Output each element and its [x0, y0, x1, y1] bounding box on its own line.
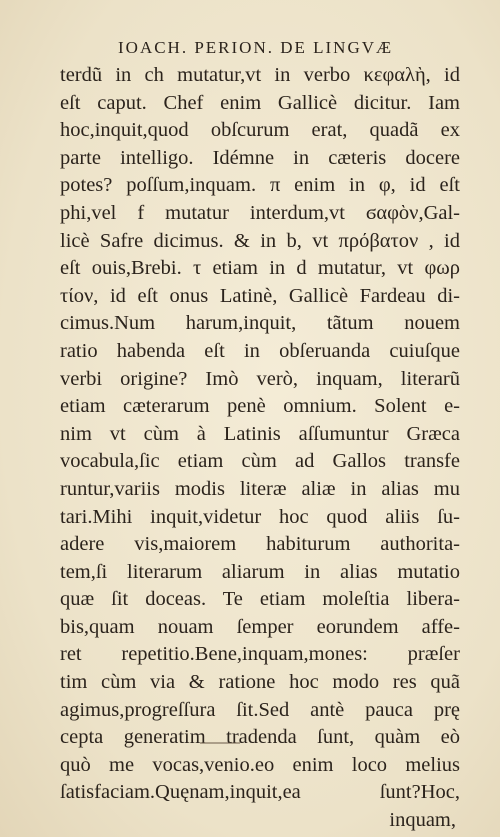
- text-line: nim vt cùm à Latinis aſſumuntur Græca: [60, 422, 460, 445]
- text-line: quæ ſit doceas. Te etiam moleſtia libera-: [60, 588, 460, 611]
- text-line: cimus.Num harum,inquit, tãtum nouem: [60, 312, 460, 335]
- text-line: tem,ſi literarum aliarum in alias mutatio: [60, 560, 460, 583]
- text-line: potes? poſſum,inquam. π enim in φ, id eſt: [60, 174, 460, 197]
- text-line: ret repetitio.Bene,inquam,mones: præſer: [60, 643, 460, 666]
- text-line: tim cùm via & ratione hoc modo res quã: [60, 671, 460, 694]
- text-line: cepta generatim tradenda ſunt, quàm eò: [60, 726, 460, 749]
- catchword: inquam,: [389, 809, 456, 832]
- text-line: terdũ in ch mutatur,vt in verbo κεφαλὴ, id: [60, 64, 460, 86]
- text-line: parte intelligo. Idémne in cæteris docere: [60, 146, 460, 169]
- text-line: verbi origine? Imò verò, inquam, literarũ: [60, 367, 460, 390]
- text-line: eſt ouis,Brebi. τ etiam in d mutatur, vt φωρ: [60, 257, 460, 280]
- signature-mark: [200, 742, 240, 744]
- page-body: [60, 62, 460, 835]
- text-line: licè Safre dicimus. & in b, vt πρόβατον , id: [60, 229, 460, 252]
- text-line: adere vis,maiorem habiturum authorita-: [60, 533, 460, 556]
- running-header: IOACH. PERION. DE LINGVÆ: [118, 38, 394, 57]
- text-line: vocabula,ſic etiam cùm ad Gallos transfe: [60, 450, 460, 473]
- text-line: agimus,progreſſura ſit.Sed antè pauca prę: [60, 698, 460, 721]
- text-line: ſatisfaciam.Quęnam,inquit,ea ſunt?Hoc,: [60, 781, 460, 804]
- text-line: eſt caput. Chef enim Gallicè dicitur. Iam: [60, 91, 460, 114]
- text-line: hoc,inquit,quod obſcurum erat, quadã ex: [60, 119, 460, 142]
- text-line: etiam cæterarum penè omnium. Solent e-: [60, 395, 460, 418]
- text-line: phi,vel f mutatur interdum,vt ϭαφὸν,Gal-: [60, 201, 460, 224]
- text-line: τίον, id eſt onus Latinè, Gallicè Fardeau di-: [60, 284, 460, 307]
- text-line: tari.Mihi inquit,videtur hoc quod aliis ſu-: [60, 505, 460, 528]
- text-line: bis,quam nouam ſemper eorundem affe-: [60, 615, 460, 638]
- text-line: ratio habenda eſt in obſeruanda cuiuſque: [60, 339, 460, 362]
- text-line: quò me vocas,venio.eo enim loco melius: [60, 753, 460, 776]
- text-line: runtur,variis modis literæ aliæ in alias mu: [60, 477, 460, 500]
